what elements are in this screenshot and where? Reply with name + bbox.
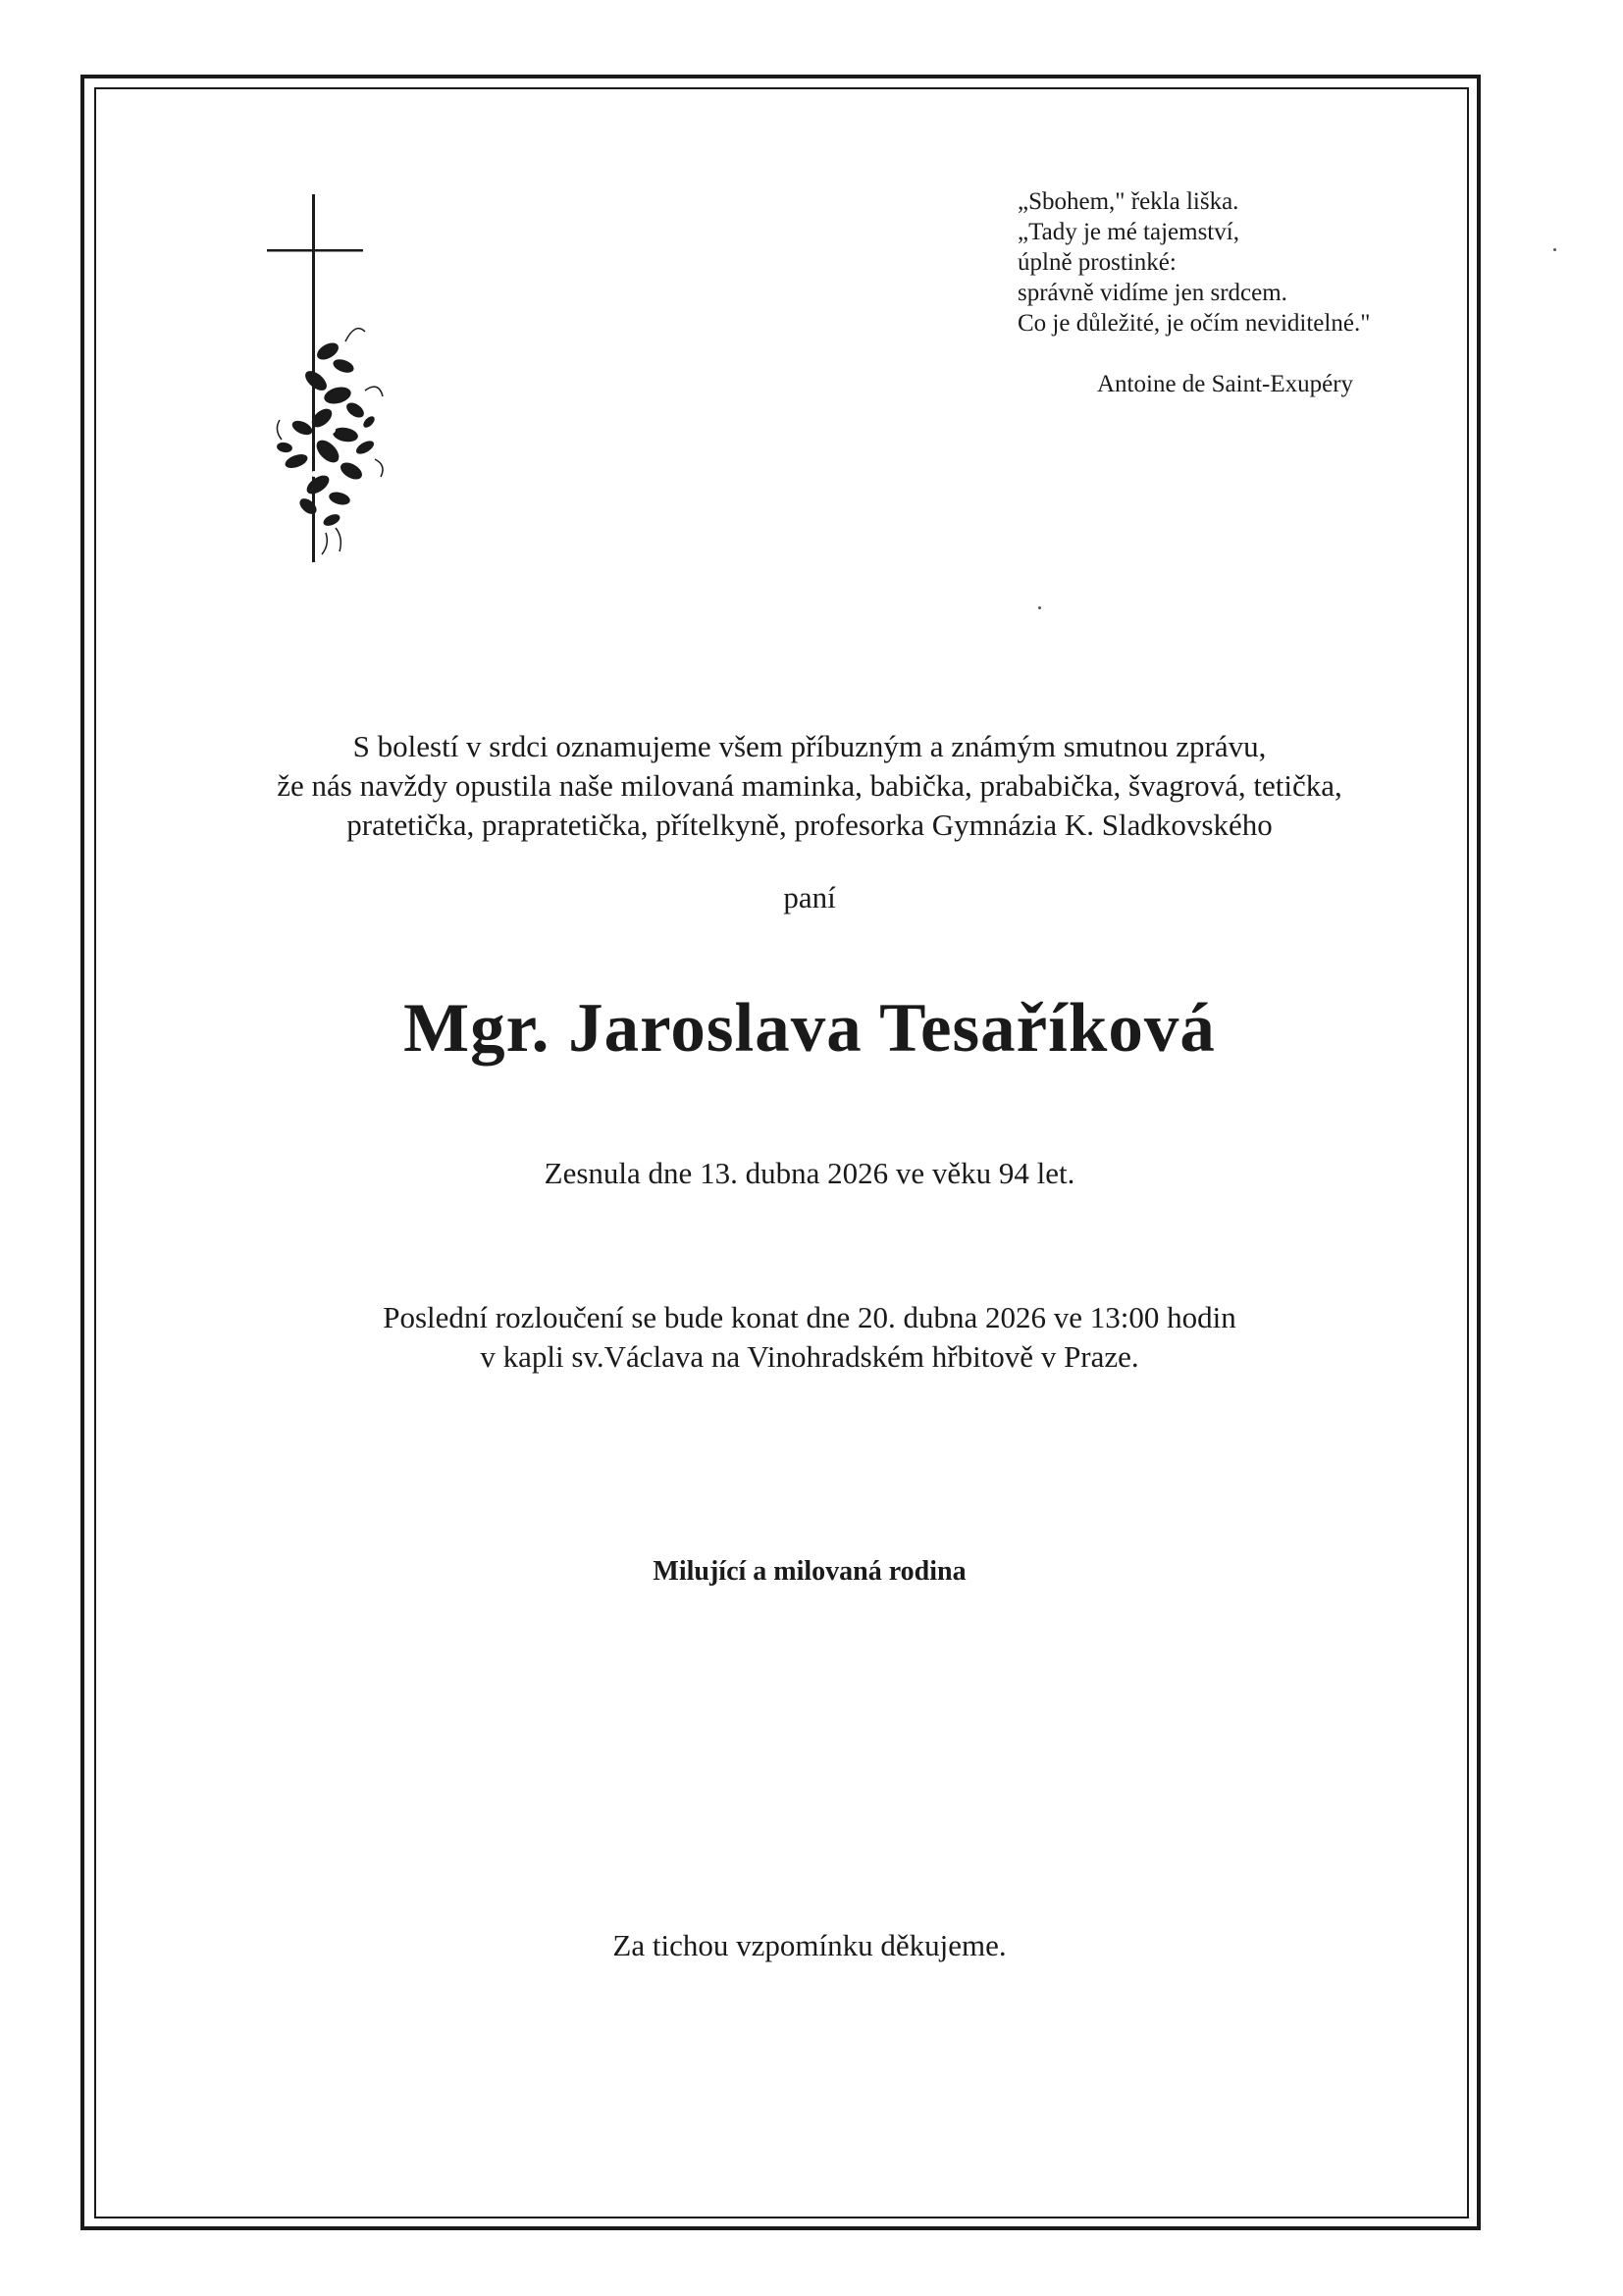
announcement-text [196,727,1423,845]
quote-line: Co je důležité, je očím neviditelné." [1018,310,1371,337]
funeral-line: v kapli sv.Václava na Vinohradském hřbitově v Praze. [480,1339,1139,1374]
announcement-line: pratetička, prapratetička, přítelkyně, profesorka Gymnázia K. Sladkovského [346,808,1273,842]
thanks-text: Za tichou vzpomínku děkujeme. [612,1928,1007,1962]
scan-speck [1553,248,1556,251]
announcement-line: S bolestí v srdci oznamujeme všem příbuzným a známým smutnou zprávu, [352,729,1267,763]
epigraph-quote [1018,186,1430,339]
quote-line: „Tady je mé tajemství, [1018,219,1239,245]
quote-line: „Sbohem," řekla liška. [1018,188,1239,215]
funeral-line: Poslední rozloučení se bude konat dne 20. dubna 2026 ve 13:00 hodin [383,1300,1236,1334]
family-signature: Milující a milovaná rodina [653,1556,967,1587]
funeral-details [196,1298,1423,1377]
quote-line: správně vidíme jen srdcem. [1018,280,1287,306]
scan-speck [1038,606,1041,609]
deceased-name: Mgr. Jaroslava Tesaříková [403,990,1216,1067]
announcement-line: že nás navždy opustila naše milovaná maminka, babička, prababička, švagrová, tetička, [277,768,1342,803]
quote-line: úplně prostinké: [1018,249,1177,276]
death-notice: Zesnula dne 13. dubna 2026 ve věku 94 let. [544,1156,1075,1190]
honorific: paní [783,880,836,914]
quote-author: Antoine de Saint-Exupéry [1097,371,1354,397]
cross-with-flowers-icon [257,194,424,567]
